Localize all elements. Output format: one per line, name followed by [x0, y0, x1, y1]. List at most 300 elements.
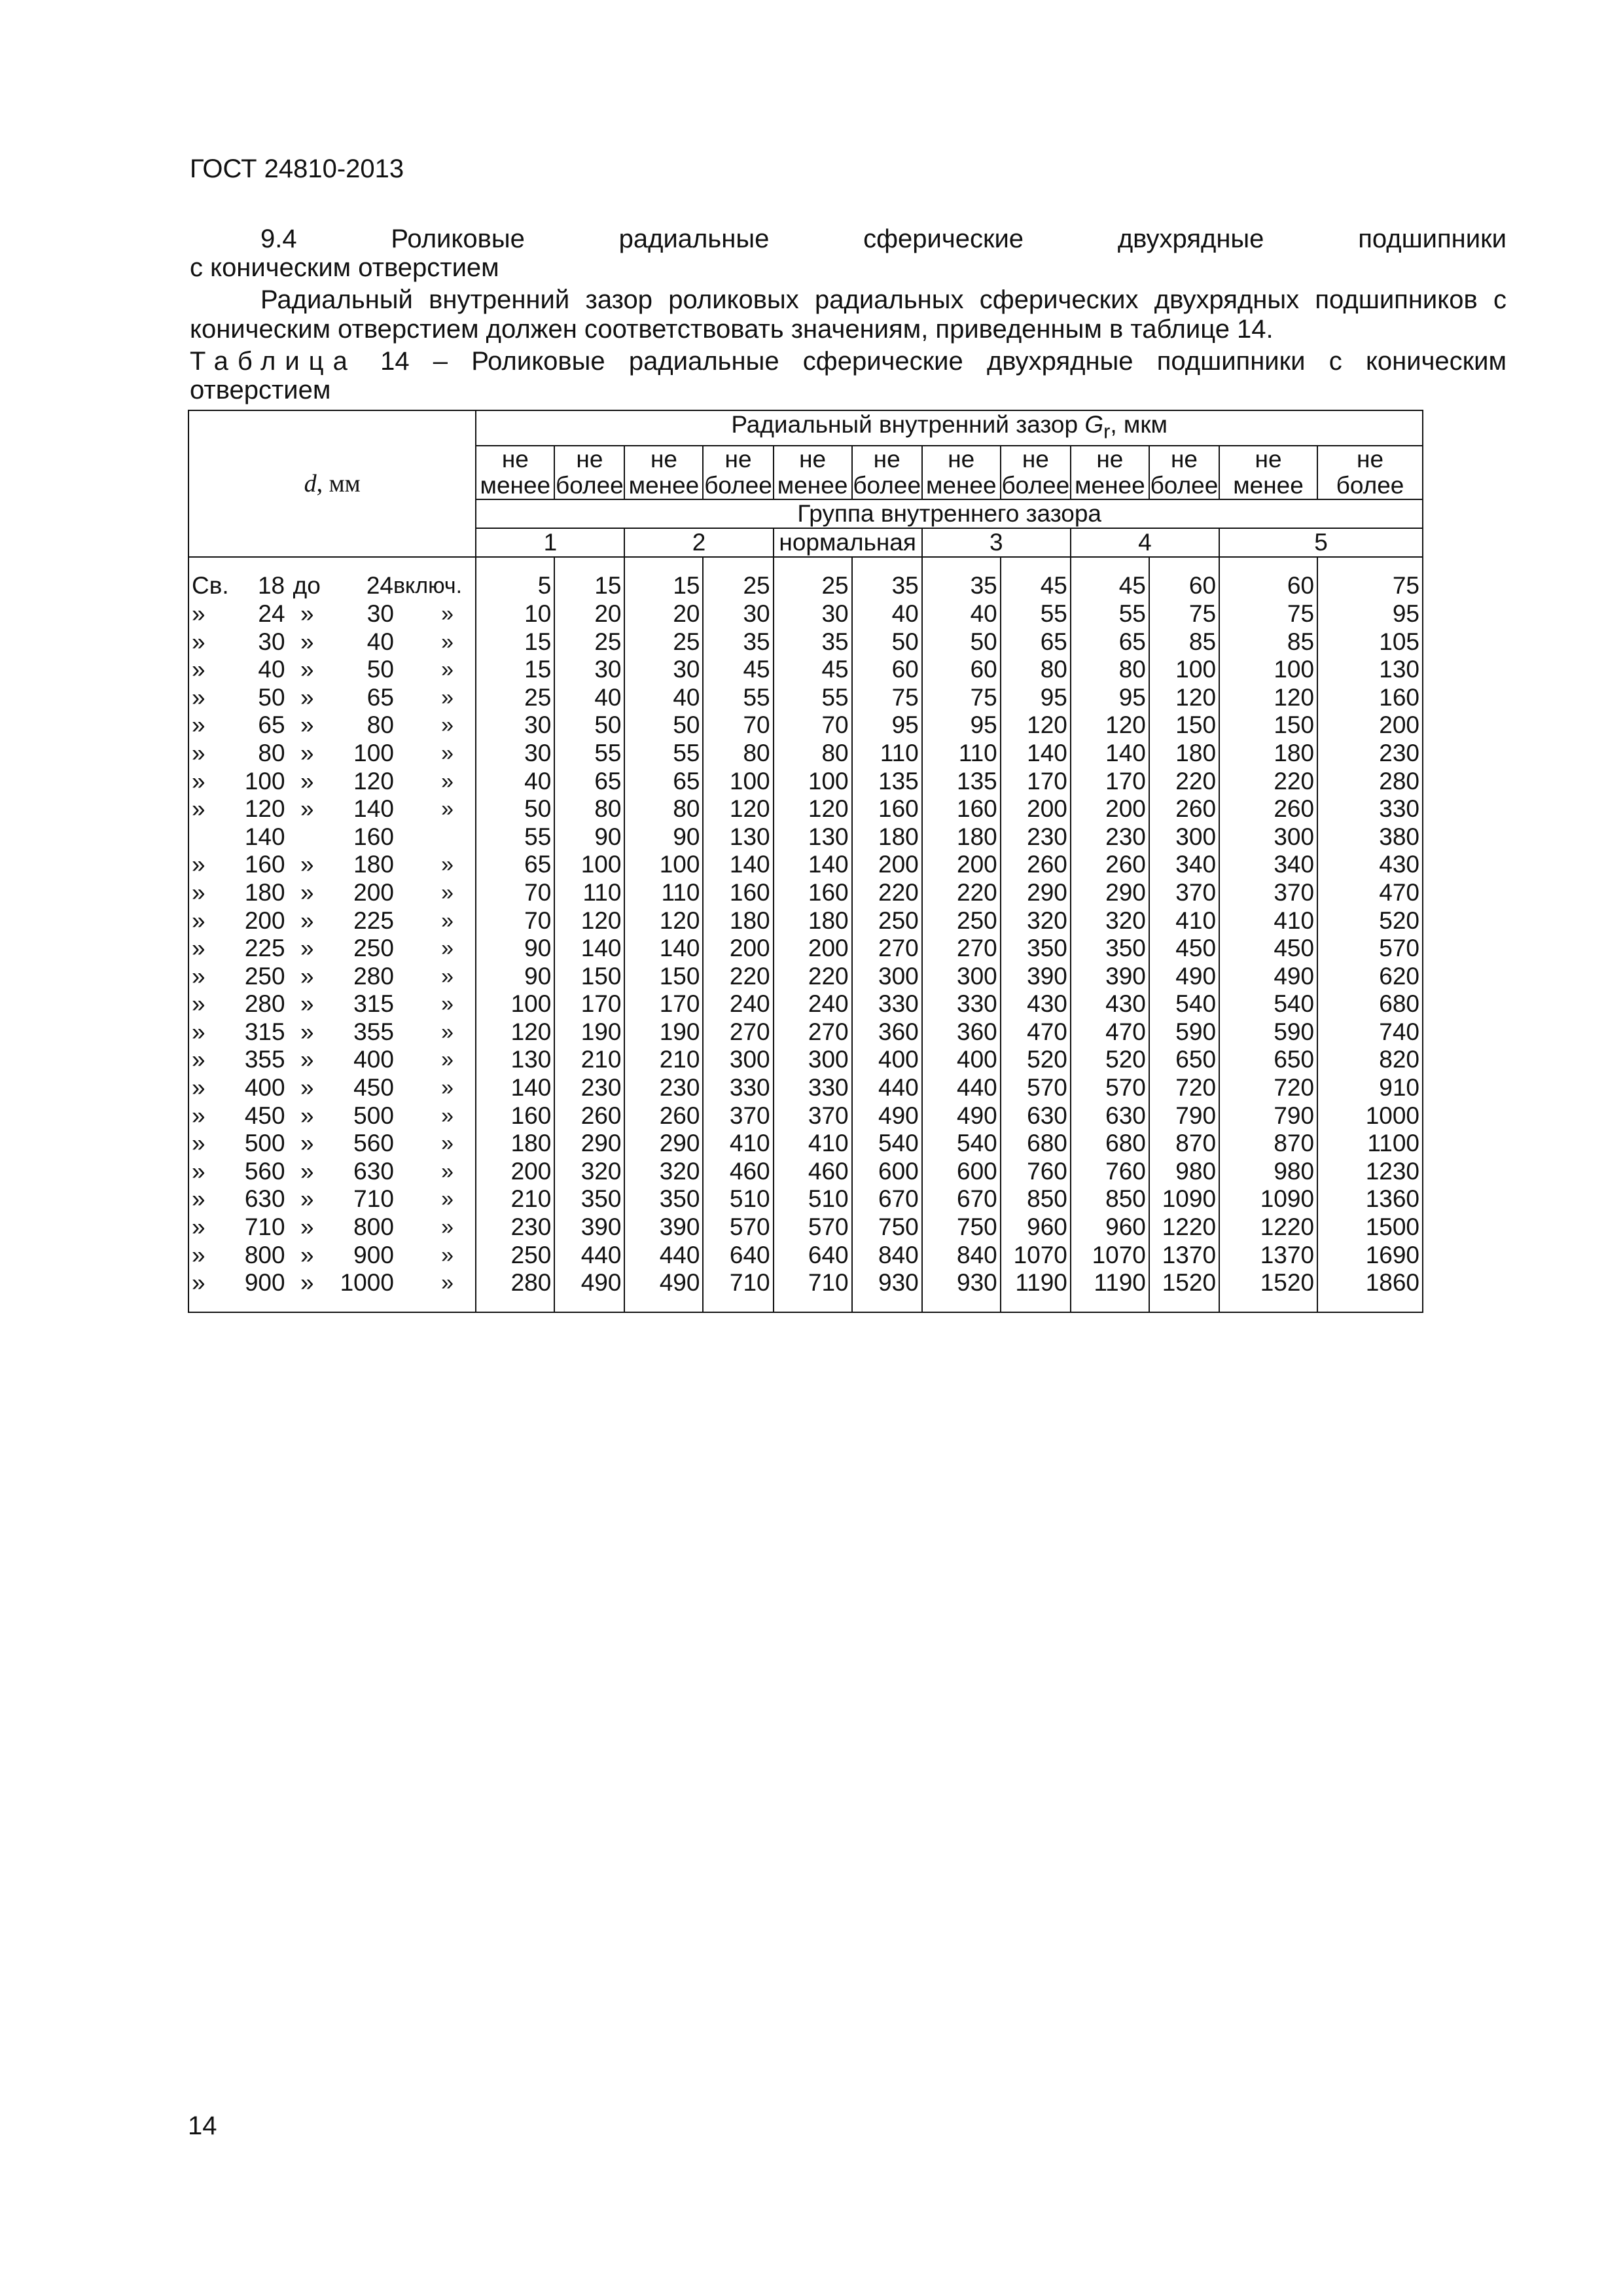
- clearance-min-value: 300: [1219, 823, 1317, 852]
- clearance-max-value: 70: [703, 711, 773, 740]
- clearance-min-value: 290: [1071, 879, 1149, 907]
- clearance-min-value: 490: [624, 1269, 703, 1312]
- diameter-range: » 65 » 80 »: [188, 711, 476, 740]
- clearance-min-value: 120: [624, 907, 703, 935]
- table-row: [188, 656, 1423, 684]
- clearance-min-value: 460: [774, 1158, 852, 1186]
- page-number: 14: [188, 2111, 217, 2140]
- clearance-min-value: 180: [1219, 740, 1317, 768]
- clearance-min-value: 140: [1071, 740, 1149, 768]
- clearance-max-value: 680: [1001, 1130, 1071, 1158]
- clearance-min-value: 930: [922, 1269, 1001, 1312]
- clearance-min-value: 130: [774, 823, 852, 852]
- clearance-max-value: 1070: [1001, 1242, 1071, 1270]
- table-row: [188, 628, 1423, 656]
- table-row: [188, 935, 1423, 963]
- clearance-min-value: 200: [922, 851, 1001, 879]
- clearance-max-value: 220: [703, 963, 773, 991]
- clearance-min-value: 300: [774, 1046, 852, 1074]
- limit-min-header: не менее: [774, 446, 852, 499]
- clearance-max-value: 135: [852, 768, 922, 796]
- clearance-min-value: 270: [774, 1018, 852, 1047]
- clearance-max-value: 1100: [1317, 1130, 1423, 1158]
- clearance-min-value: 120: [1071, 711, 1149, 740]
- clearance-max-value: 390: [554, 1213, 624, 1242]
- clearance-max-value: 65: [1001, 628, 1071, 656]
- clearance-max-value: 910: [1317, 1074, 1423, 1102]
- clearance-max-value: 1220: [1149, 1213, 1219, 1242]
- clearance-max-value: 430: [1317, 851, 1423, 879]
- clearance-max-value: 50: [852, 628, 922, 656]
- diameter-range: » 355 » 400 »: [188, 1046, 476, 1074]
- clearance-min-value: 230: [476, 1213, 554, 1242]
- table-caption: [190, 347, 1507, 404]
- clearance-min-value: 100: [624, 851, 703, 879]
- clearance-max-value: 520: [1001, 1046, 1071, 1074]
- clearance-min-value: 400: [922, 1046, 1001, 1074]
- clearance-min-value: 100: [476, 990, 554, 1018]
- clearance-max-value: 80: [554, 795, 624, 823]
- clearance-min-value: 350: [624, 1185, 703, 1213]
- clearance-min-value: 590: [1219, 1018, 1317, 1047]
- clearance-min-value: 40: [476, 768, 554, 796]
- clearance-max-value: 110: [852, 740, 922, 768]
- clearance-max-value: 140: [1001, 740, 1071, 768]
- clearance-min-value: 260: [1071, 851, 1149, 879]
- clearance-min-value: 340: [1219, 851, 1317, 879]
- table-row: [188, 1185, 1423, 1213]
- limit-max-header: не более: [1150, 446, 1219, 499]
- clearance-max-value: 640: [703, 1242, 773, 1270]
- clearance-min-value: 440: [922, 1074, 1001, 1102]
- diameter-range: » 80 » 100 »: [188, 740, 476, 768]
- clearance-max-value: 15: [554, 557, 624, 600]
- clearance-min-value: 80: [624, 795, 703, 823]
- diameter-range: » 50 » 65 »: [188, 684, 476, 712]
- diameter-range: » 100 » 120 »: [188, 768, 476, 796]
- limit-max-header: не более: [1317, 446, 1423, 499]
- clearance-max-value: 230: [554, 1074, 624, 1102]
- clearance-max-value: 160: [703, 879, 773, 907]
- diameter-range: » 160 » 180 »: [188, 851, 476, 879]
- table-row: [188, 1242, 1423, 1270]
- clearance-min-value: 250: [922, 907, 1001, 935]
- clearance-max-value: 410: [703, 1130, 773, 1158]
- section-title-word: подшипники: [1358, 224, 1507, 253]
- clearance-table: [188, 410, 1423, 1313]
- clearance-min-value: 30: [476, 740, 554, 768]
- clearance-max-value: 260: [1149, 795, 1219, 823]
- clearance-min-value: 960: [1071, 1213, 1149, 1242]
- table-row: [188, 684, 1423, 712]
- clearance-max-value: 220: [852, 879, 922, 907]
- clearance-min-value: 35: [922, 557, 1001, 600]
- limit-max-header: не более: [556, 446, 624, 499]
- diameter-range: » 40 » 50 »: [188, 656, 476, 684]
- clearance-min-value: 170: [624, 990, 703, 1018]
- clearance-max-value: 45: [1001, 557, 1071, 600]
- clearance-max-value: 120: [1001, 711, 1071, 740]
- clearance-max-value: 30: [554, 656, 624, 684]
- section-title-word: сферические: [863, 224, 1024, 253]
- clearance-max-value: 930: [852, 1269, 922, 1312]
- clearance-min-value: 65: [1071, 628, 1149, 656]
- section-title-word: радиальные: [618, 224, 770, 253]
- clearance-min-value: 410: [1219, 907, 1317, 935]
- clearance-max-value: 520: [1317, 907, 1423, 935]
- clearance-max-value: 960: [1001, 1213, 1071, 1242]
- clearance-max-value: 330: [703, 1074, 773, 1102]
- clearance-min-value: 210: [476, 1185, 554, 1213]
- clearance-max-value: 240: [703, 990, 773, 1018]
- section-title-word: 9.4: [260, 224, 297, 253]
- clearance-max-value: 170: [554, 990, 624, 1018]
- diameter-range: 140 160: [188, 823, 476, 852]
- clearance-max-value: 25: [703, 557, 773, 600]
- clearance-min-value: 55: [774, 684, 852, 712]
- clearance-max-value: 980: [1149, 1158, 1219, 1186]
- clearance-min-value: 35: [774, 628, 852, 656]
- clearance-max-value: 620: [1317, 963, 1423, 991]
- table-row: [188, 1018, 1423, 1047]
- clearance-min-value: 600: [922, 1158, 1001, 1186]
- clearance-min-value: 1190: [1071, 1269, 1149, 1312]
- group-label: 5: [1219, 528, 1423, 557]
- clearance-max-value: 370: [703, 1102, 773, 1130]
- clearance-min-value: 220: [774, 963, 852, 991]
- table-row: [188, 1074, 1423, 1102]
- clearance-min-value: 450: [1219, 935, 1317, 963]
- clearance-min-value: 540: [922, 1130, 1001, 1158]
- clearance-min-value: 250: [476, 1242, 554, 1270]
- clearance-max-value: 340: [1149, 851, 1219, 879]
- table-row: [188, 851, 1423, 879]
- clearance-min-value: 55: [1071, 600, 1149, 628]
- clearance-max-value: 60: [852, 656, 922, 684]
- section-title-line2: с коническим отверстием: [190, 253, 499, 282]
- clearance-min-value: 650: [1219, 1046, 1317, 1074]
- clearance-min-value: 790: [1219, 1102, 1317, 1130]
- clearance-max-value: 490: [554, 1269, 624, 1312]
- clearance-min-value: 470: [1071, 1018, 1149, 1047]
- clearance-max-value: 330: [1317, 795, 1423, 823]
- clearance-max-value: 160: [852, 795, 922, 823]
- clearance-max-value: 720: [1149, 1074, 1219, 1102]
- clearance-min-value: 870: [1219, 1130, 1317, 1158]
- table-row: [188, 1158, 1423, 1186]
- clearance-max-value: 680: [1317, 990, 1423, 1018]
- clearance-min-value: 190: [624, 1018, 703, 1047]
- clearance-max-value: 75: [1317, 557, 1423, 600]
- table-caption-text: 14 – Роликовые радиальные сферические двухрядные подшипники с коническим отверстием: [190, 347, 1507, 404]
- limit-min-header: не менее: [922, 446, 1001, 499]
- clearance-max-value: 320: [554, 1158, 624, 1186]
- clearance-min-value: 520: [1071, 1046, 1149, 1074]
- clearance-min-value: 95: [1071, 684, 1149, 712]
- table-row: [188, 1269, 1423, 1312]
- clearance-min-value: 65: [476, 851, 554, 879]
- clearance-max-value: 30: [703, 600, 773, 628]
- clearance-min-value: 570: [1071, 1074, 1149, 1102]
- clearance-min-value: 135: [922, 768, 1001, 796]
- clearance-min-value: 220: [922, 879, 1001, 907]
- clearance-min-value: 350: [1071, 935, 1149, 963]
- clearance-min-value: 40: [624, 684, 703, 712]
- clearance-max-value: 600: [852, 1158, 922, 1186]
- clearance-max-value: 790: [1149, 1102, 1219, 1130]
- clearance-min-value: 270: [922, 935, 1001, 963]
- table-row: [188, 557, 1423, 600]
- clearance-max-value: 200: [703, 935, 773, 963]
- clearance-min-value: 540: [1219, 990, 1317, 1018]
- clearance-max-value: 710: [703, 1269, 773, 1312]
- clearance-min-value: 70: [476, 907, 554, 935]
- clearance-max-value: 1230: [1317, 1158, 1423, 1186]
- clearance-max-value: 290: [554, 1130, 624, 1158]
- clearance-min-value: 140: [624, 935, 703, 963]
- table-row: [188, 1046, 1423, 1074]
- clearance-min-value: 140: [774, 851, 852, 879]
- clearance-max-value: 280: [1317, 768, 1423, 796]
- clearance-min-value: 75: [1219, 600, 1317, 628]
- table-row: [188, 1213, 1423, 1242]
- table-body: [188, 557, 1423, 1312]
- clearance-max-value: 35: [703, 628, 773, 656]
- clearance-min-value: 10: [476, 600, 554, 628]
- clearance-min-value: 490: [922, 1102, 1001, 1130]
- clearance-max-value: 840: [852, 1242, 922, 1270]
- clearance-min-value: 120: [1219, 684, 1317, 712]
- clearance-min-value: 440: [624, 1242, 703, 1270]
- clearance-max-value: 360: [852, 1018, 922, 1047]
- diameter-range: » 800 » 900 »: [188, 1242, 476, 1270]
- clearance-min-value: 25: [624, 628, 703, 656]
- clearance-min-value: 750: [922, 1213, 1001, 1242]
- clearance-max-value: 410: [1149, 907, 1219, 935]
- table-row: [188, 600, 1423, 628]
- diameter-range: » 120 » 140 »: [188, 795, 476, 823]
- clearance-min-value: 720: [1219, 1074, 1317, 1102]
- clearance-max-value: 330: [852, 990, 922, 1018]
- clearance-max-value: 350: [554, 1185, 624, 1213]
- clearance-max-value: 95: [852, 711, 922, 740]
- clearance-max-value: 140: [703, 851, 773, 879]
- clearance-max-value: 150: [554, 963, 624, 991]
- clearance-min-value: 90: [624, 823, 703, 852]
- clearance-min-value: 30: [774, 600, 852, 628]
- limit-min-header: не менее: [1219, 446, 1317, 499]
- clearance-max-value: 75: [852, 684, 922, 712]
- diameter-range: » 280 » 315 »: [188, 990, 476, 1018]
- table-caption-label: Таблица: [190, 347, 357, 376]
- section-title: [190, 224, 1507, 282]
- clearance-max-value: 180: [1149, 740, 1219, 768]
- clearance-min-value: 160: [922, 795, 1001, 823]
- clearance-min-value: 390: [624, 1213, 703, 1242]
- group-header: Группа внутреннего зазора: [476, 499, 1423, 528]
- clearance-max-value: 20: [554, 600, 624, 628]
- table-row: [188, 711, 1423, 740]
- clearance-max-value: 490: [852, 1102, 922, 1130]
- clearance-max-value: 570: [703, 1213, 773, 1242]
- clearance-max-value: 400: [852, 1046, 922, 1074]
- clearance-max-value: 470: [1317, 879, 1423, 907]
- section-title-word: двухрядные: [1117, 224, 1264, 253]
- clearance-max-value: 300: [703, 1046, 773, 1074]
- clearance-max-value: 80: [703, 740, 773, 768]
- clearance-min-value: 60: [922, 656, 1001, 684]
- clearance-min-value: 140: [476, 1074, 554, 1102]
- clearance-max-value: 510: [703, 1185, 773, 1213]
- group-label: 4: [1071, 528, 1219, 557]
- clearance-max-value: 490: [1149, 963, 1219, 991]
- clearance-max-value: 390: [1001, 963, 1071, 991]
- clearance-max-value: 25: [554, 628, 624, 656]
- clearance-max-value: 200: [1317, 711, 1423, 740]
- diameter-range: » 450 » 500 »: [188, 1102, 476, 1130]
- clearance-max-value: 1370: [1149, 1242, 1219, 1270]
- group-label: 2: [624, 528, 773, 557]
- clearance-min-value: 100: [1219, 656, 1317, 684]
- diameter-range: » 710 » 800 »: [188, 1213, 476, 1242]
- clearance-max-value: 540: [1149, 990, 1219, 1018]
- clearance-max-value: 100: [703, 768, 773, 796]
- clearance-max-value: 250: [852, 907, 922, 935]
- clearance-min-value: 180: [774, 907, 852, 935]
- clearance-max-value: 120: [554, 907, 624, 935]
- section-title-word: Роликовые: [391, 224, 525, 253]
- clearance-max-value: 230: [1001, 823, 1071, 852]
- clearance-max-value: 440: [554, 1242, 624, 1270]
- table-row: [188, 740, 1423, 768]
- clearance-max-value: 120: [1149, 684, 1219, 712]
- clearance-max-value: 85: [1149, 628, 1219, 656]
- clearance-min-value: 710: [774, 1269, 852, 1312]
- clearance-min-value: 1070: [1071, 1242, 1149, 1270]
- diameter-range: » 560 » 630 »: [188, 1158, 476, 1186]
- clearance-min-value: 320: [624, 1158, 703, 1186]
- clearance-min-value: 70: [774, 711, 852, 740]
- clearance-min-value: 200: [476, 1158, 554, 1186]
- clearance-min-value: 160: [774, 879, 852, 907]
- clearance-min-value: 290: [624, 1130, 703, 1158]
- diameter-range: » 400 » 450 »: [188, 1074, 476, 1102]
- clearance-max-value: 140: [554, 935, 624, 963]
- clearance-max-value: 130: [703, 823, 773, 852]
- clearance-max-value: 160: [1317, 684, 1423, 712]
- clearance-max-value: 100: [1149, 656, 1219, 684]
- clearance-max-value: 760: [1001, 1158, 1071, 1186]
- clearance-min-value: 110: [922, 740, 1001, 768]
- clearance-min-value: 45: [774, 656, 852, 684]
- clearance-max-value: 190: [554, 1018, 624, 1047]
- clearance-min-value: 60: [1219, 557, 1317, 600]
- clearance-max-value: 1520: [1149, 1269, 1219, 1312]
- clearance-min-value: 360: [922, 1018, 1001, 1047]
- table-row: [188, 990, 1423, 1018]
- diameter-range: » 24 » 30 »: [188, 600, 476, 628]
- clearance-min-value: 80: [774, 740, 852, 768]
- clearance-max-value: 55: [703, 684, 773, 712]
- limit-max-header: не более: [1001, 446, 1070, 499]
- clearance-max-value: 470: [1001, 1018, 1071, 1047]
- clearance-min-value: 30: [624, 656, 703, 684]
- clearance-min-value: 370: [1219, 879, 1317, 907]
- clearance-max-value: 200: [852, 851, 922, 879]
- clearance-max-value: 95: [1001, 684, 1071, 712]
- clearance-max-value: 65: [554, 768, 624, 796]
- clearance-min-value: 50: [476, 795, 554, 823]
- clearance-max-value: 460: [703, 1158, 773, 1186]
- clearance-max-value: 130: [1317, 656, 1423, 684]
- clearance-max-value: 1090: [1149, 1185, 1219, 1213]
- diameter-range: » 250 » 280 »: [188, 963, 476, 991]
- group-label: 1: [476, 528, 624, 557]
- clearance-min-value: 170: [1071, 768, 1149, 796]
- clearance-max-value: 820: [1317, 1046, 1423, 1074]
- clearance-min-value: 40: [922, 600, 1001, 628]
- clearance-min-value: 670: [922, 1185, 1001, 1213]
- clearance-header: Радиальный внутренний зазор $G_r$, мкм: [476, 410, 1423, 446]
- clearance-min-value: 30: [476, 711, 554, 740]
- clearance-max-value: 380: [1317, 823, 1423, 852]
- table-row: [188, 823, 1423, 852]
- clearance-min-value: 120: [774, 795, 852, 823]
- clearance-max-value: 430: [1001, 990, 1071, 1018]
- clearance-min-value: 410: [774, 1130, 852, 1158]
- clearance-max-value: 75: [1149, 600, 1219, 628]
- clearance-min-value: 230: [624, 1074, 703, 1102]
- clearance-max-value: 270: [703, 1018, 773, 1047]
- clearance-max-value: 260: [554, 1102, 624, 1130]
- clearance-min-value: 160: [476, 1102, 554, 1130]
- clearance-min-value: 200: [774, 935, 852, 963]
- diameter-range: » 315 » 355 »: [188, 1018, 476, 1047]
- clearance-min-value: 5: [476, 557, 554, 600]
- clearance-min-value: 1370: [1219, 1242, 1317, 1270]
- clearance-max-value: 105: [1317, 628, 1423, 656]
- table-row: [188, 1130, 1423, 1158]
- clearance-min-value: 180: [476, 1130, 554, 1158]
- clearance-max-value: 540: [852, 1130, 922, 1158]
- clearance-max-value: 220: [1149, 768, 1219, 796]
- clearance-min-value: 95: [922, 711, 1001, 740]
- clearance-min-value: 25: [476, 684, 554, 712]
- clearance-min-value: 280: [476, 1269, 554, 1312]
- clearance-min-value: 210: [624, 1046, 703, 1074]
- clearance-min-value: 150: [624, 963, 703, 991]
- clearance-max-value: 35: [852, 557, 922, 600]
- clearance-max-value: 150: [1149, 711, 1219, 740]
- clearance-min-value: 760: [1071, 1158, 1149, 1186]
- clearance-max-value: 670: [852, 1185, 922, 1213]
- group-label: 3: [922, 528, 1071, 557]
- clearance-min-value: 55: [624, 740, 703, 768]
- clearance-min-value: 1520: [1219, 1269, 1317, 1312]
- clearance-max-value: 320: [1001, 907, 1071, 935]
- standard-code: ГОСТ 24810-2013: [190, 154, 404, 183]
- clearance-max-value: 95: [1317, 600, 1423, 628]
- clearance-min-value: 15: [476, 656, 554, 684]
- clearance-min-value: 130: [476, 1046, 554, 1074]
- clearance-min-value: 570: [774, 1213, 852, 1242]
- clearance-min-value: 260: [1219, 795, 1317, 823]
- clearance-max-value: 650: [1149, 1046, 1219, 1074]
- group-label: нормальная: [774, 528, 922, 557]
- clearance-min-value: 390: [1071, 963, 1149, 991]
- clearance-min-value: 510: [774, 1185, 852, 1213]
- clearance-max-value: 570: [1317, 935, 1423, 963]
